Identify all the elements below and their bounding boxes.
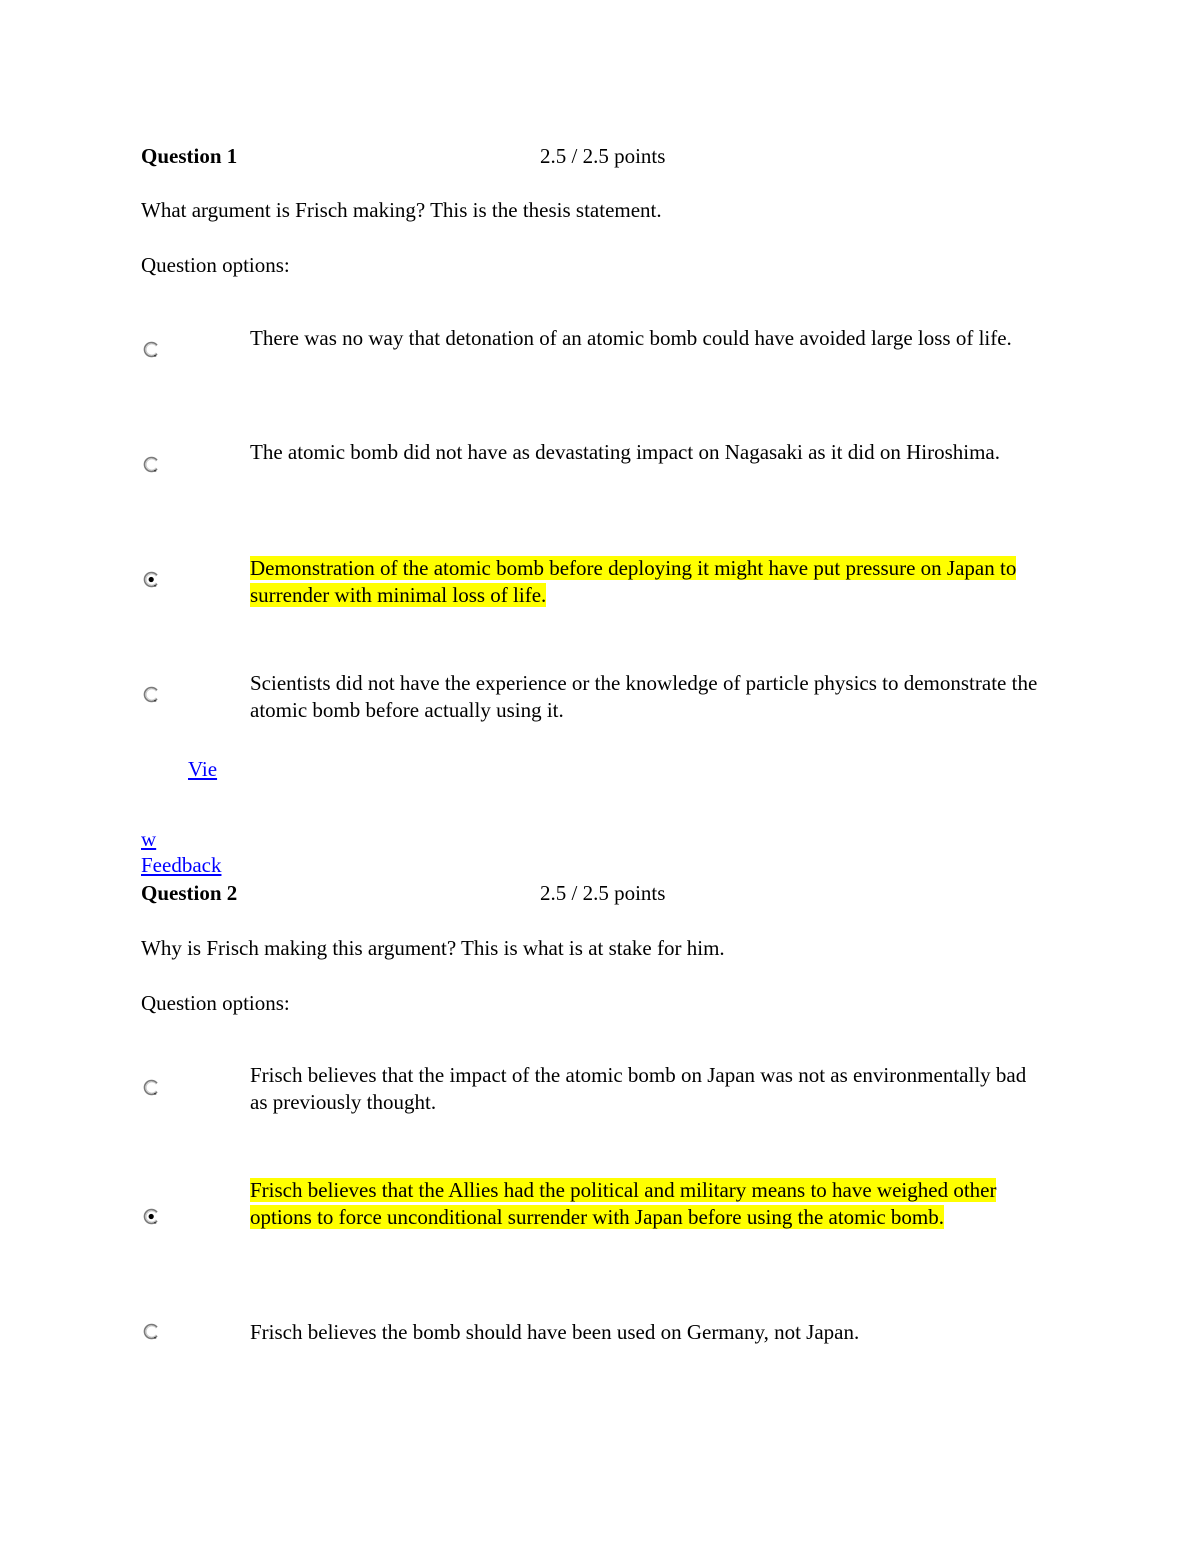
question-1-option-2: The atomic bomb did not have as devastating impact on Nagasaki as it did on Hiroshima. [250, 440, 1001, 464]
radio-unselected-icon[interactable] [143, 686, 160, 703]
question-2-points: 2.5 / 2.5 points [540, 881, 666, 905]
question-1-option-1: There was no way that detonation of an atomic bomb could have avoided large loss of life. [250, 326, 1012, 350]
radio-unselected-icon[interactable] [143, 1323, 160, 1340]
question-1-option-4: Scientists did not have the experience or the knowledge of particle physics to demonstrate the atomic bomb before actually using it. [250, 671, 1038, 722]
question-1-points: 2.5 / 2.5 points [540, 144, 666, 168]
question-1-text: What argument is Frisch making? This is the thesis statement. [141, 198, 662, 222]
radio-selected-icon[interactable] [143, 1208, 160, 1225]
question-1-option-3: Demonstration of the atomic bomb before deploying it might have put pressure on Japan to surrender with minimal loss of life. [250, 556, 1017, 607]
radio-unselected-icon[interactable] [143, 341, 160, 358]
view-feedback-link-part-2[interactable]: w [141, 827, 157, 851]
view-feedback-link-part-1[interactable]: Vie [188, 757, 218, 781]
question-2-option-1: Frisch believes that the impact of the atomic bomb on Japan was not as environmentally bad as previously thought. [250, 1063, 1027, 1114]
radio-unselected-icon[interactable] [143, 1079, 160, 1096]
question-1-options-label: Question options: [141, 253, 290, 277]
question-2-option-2: Frisch believes that the Allies had the political and military means to have weighed other options to force unconditional surrender with Japan before using the atomic bomb. [250, 1178, 997, 1229]
question-2-text: Why is Frisch making this argument? This is what is at stake for him. [141, 936, 725, 960]
radio-selected-icon[interactable] [143, 571, 160, 588]
question-2-options-label: Question options: [141, 991, 290, 1015]
view-feedback-link-part-3[interactable]: Feedback [141, 853, 222, 877]
radio-unselected-icon[interactable] [143, 456, 160, 473]
question-1-title: Question 1 [141, 144, 238, 168]
question-2-title: Question 2 [141, 881, 238, 905]
question-2-option-3: Frisch believes the bomb should have been used on Germany, not Japan. [250, 1320, 860, 1344]
